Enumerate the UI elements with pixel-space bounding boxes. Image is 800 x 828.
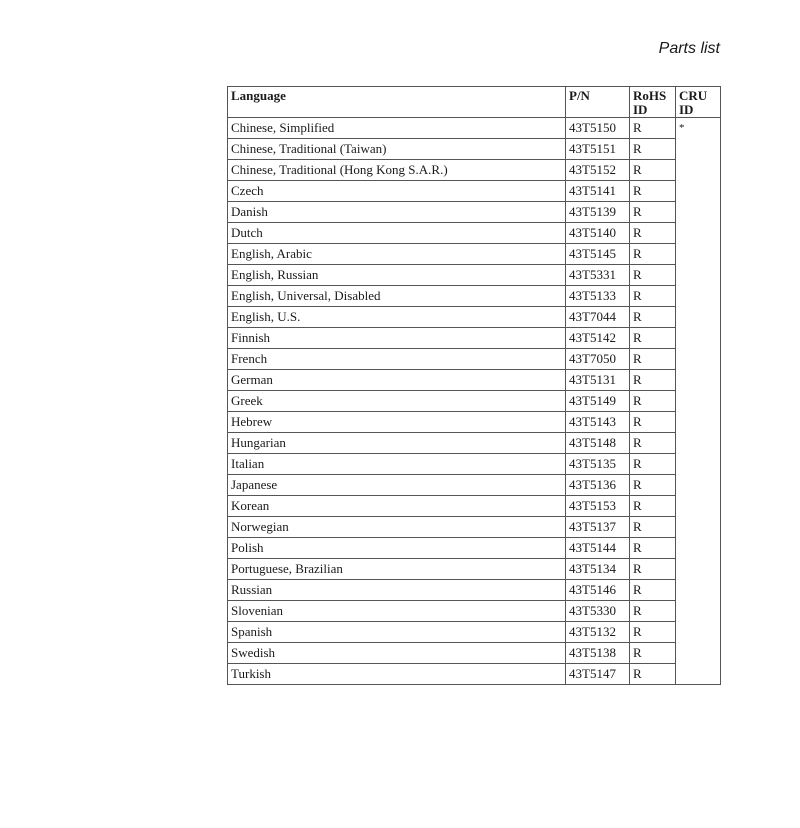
table-row: [228, 496, 721, 517]
parts-table: [227, 86, 721, 685]
column-header-rohs-line1: RoHS: [633, 88, 667, 103]
cell-language: Slovenian: [228, 601, 566, 622]
cell-language: Italian: [228, 454, 566, 475]
cell-rohs-id: R: [630, 244, 676, 265]
column-header-rohs-line2: ID: [633, 102, 648, 117]
cell-language: Russian: [228, 580, 566, 601]
cell-rohs-id: R: [630, 496, 676, 517]
cell-language: Chinese, Traditional (Hong Kong S.A.R.): [228, 160, 566, 181]
cell-rohs-id: R: [630, 118, 676, 139]
cell-part-number: 43T5144: [566, 538, 630, 559]
cell-rohs-id: R: [630, 223, 676, 244]
cell-language: Turkish: [228, 664, 566, 685]
table-row: [228, 580, 721, 601]
cell-language: Dutch: [228, 223, 566, 244]
cell-part-number: 43T5142: [566, 328, 630, 349]
table-row: [228, 202, 721, 223]
cell-language: Portuguese, Brazilian: [228, 559, 566, 580]
running-head: Parts list: [658, 40, 720, 57]
cell-language: Polish: [228, 538, 566, 559]
table-row: [228, 622, 721, 643]
cell-part-number: 43T5145: [566, 244, 630, 265]
column-header-rohs-id: [630, 87, 676, 118]
cell-rohs-id: R: [630, 601, 676, 622]
cell-rohs-id: R: [630, 664, 676, 685]
cell-part-number: 43T5330: [566, 601, 630, 622]
cell-rohs-id: R: [630, 622, 676, 643]
cell-language: Hebrew: [228, 412, 566, 433]
cell-rohs-id: R: [630, 580, 676, 601]
cell-part-number: 43T5138: [566, 643, 630, 664]
table-row: [228, 328, 721, 349]
column-header-pn-label: P/N: [569, 88, 590, 103]
cell-part-number: 43T5131: [566, 370, 630, 391]
table-row: [228, 454, 721, 475]
table-row: [228, 160, 721, 181]
cell-part-number: 43T5153: [566, 496, 630, 517]
table-row: [228, 370, 721, 391]
cell-part-number: 43T5134: [566, 559, 630, 580]
cell-part-number: 43T5147: [566, 664, 630, 685]
cell-language: Finnish: [228, 328, 566, 349]
cell-part-number: 43T5152: [566, 160, 630, 181]
cell-part-number: 43T5135: [566, 454, 630, 475]
table-row: [228, 412, 721, 433]
cell-rohs-id: R: [630, 475, 676, 496]
cell-part-number: 43T5140: [566, 223, 630, 244]
cell-part-number: 43T5137: [566, 517, 630, 538]
cell-rohs-id: R: [630, 328, 676, 349]
column-header-cru-line2: ID: [679, 102, 694, 117]
cell-part-number: 43T5151: [566, 139, 630, 160]
cell-language: Korean: [228, 496, 566, 517]
parts-table-body: [228, 118, 721, 685]
table-row: [228, 538, 721, 559]
cell-rohs-id: R: [630, 181, 676, 202]
cell-language: English, Russian: [228, 265, 566, 286]
cell-rohs-id: R: [630, 265, 676, 286]
cell-rohs-id: R: [630, 139, 676, 160]
cell-part-number: 43T5331: [566, 265, 630, 286]
table-row: [228, 139, 721, 160]
cell-cru-id: *: [676, 118, 721, 685]
cell-part-number: 43T5141: [566, 181, 630, 202]
table-row: [228, 433, 721, 454]
table-row: [228, 118, 721, 139]
cell-rohs-id: R: [630, 202, 676, 223]
cell-rohs-id: R: [630, 517, 676, 538]
cell-rohs-id: R: [630, 286, 676, 307]
cell-language: Hungarian: [228, 433, 566, 454]
cell-part-number: 43T5143: [566, 412, 630, 433]
column-header-cru-id: [676, 87, 721, 118]
cell-part-number: 43T5136: [566, 475, 630, 496]
cell-language: French: [228, 349, 566, 370]
table-row: [228, 265, 721, 286]
cell-language: English, Arabic: [228, 244, 566, 265]
cell-rohs-id: R: [630, 349, 676, 370]
cell-rohs-id: R: [630, 454, 676, 475]
cell-rohs-id: R: [630, 559, 676, 580]
table-row: [228, 244, 721, 265]
column-header-language: [228, 87, 566, 118]
table-row: [228, 559, 721, 580]
table-row: [228, 181, 721, 202]
table-row: [228, 223, 721, 244]
cell-rohs-id: R: [630, 370, 676, 391]
column-header-pn: [566, 87, 630, 118]
cell-part-number: 43T7050: [566, 349, 630, 370]
column-header-language-label: Language: [231, 88, 286, 103]
cell-part-number: 43T5148: [566, 433, 630, 454]
cell-language: German: [228, 370, 566, 391]
cell-language: English, U.S.: [228, 307, 566, 328]
cell-rohs-id: R: [630, 307, 676, 328]
cell-part-number: 43T7044: [566, 307, 630, 328]
cell-language: Japanese: [228, 475, 566, 496]
cell-language: Norwegian: [228, 517, 566, 538]
table-row: [228, 517, 721, 538]
cell-language: Chinese, Traditional (Taiwan): [228, 139, 566, 160]
cell-part-number: 43T5146: [566, 580, 630, 601]
table-row: [228, 286, 721, 307]
cell-language: Chinese, Simplified: [228, 118, 566, 139]
table-row: [228, 349, 721, 370]
cell-part-number: 43T5149: [566, 391, 630, 412]
table-row: [228, 307, 721, 328]
table-row: [228, 391, 721, 412]
cell-part-number: 43T5133: [566, 286, 630, 307]
table-row: [228, 664, 721, 685]
cell-language: Spanish: [228, 622, 566, 643]
table-row: [228, 601, 721, 622]
cell-rohs-id: R: [630, 433, 676, 454]
cell-part-number: 43T5139: [566, 202, 630, 223]
cell-rohs-id: R: [630, 391, 676, 412]
cell-language: Czech: [228, 181, 566, 202]
cell-part-number: 43T5132: [566, 622, 630, 643]
cell-language: Swedish: [228, 643, 566, 664]
cell-rohs-id: R: [630, 538, 676, 559]
cell-language: Greek: [228, 391, 566, 412]
cell-language: Danish: [228, 202, 566, 223]
cell-part-number: 43T5150: [566, 118, 630, 139]
cell-language: English, Universal, Disabled: [228, 286, 566, 307]
table-row: [228, 643, 721, 664]
table-header-row: [228, 87, 721, 118]
column-header-cru-line1: CRU: [679, 88, 708, 103]
cell-rohs-id: R: [630, 412, 676, 433]
table-row: [228, 475, 721, 496]
cell-rohs-id: R: [630, 160, 676, 181]
cell-rohs-id: R: [630, 643, 676, 664]
